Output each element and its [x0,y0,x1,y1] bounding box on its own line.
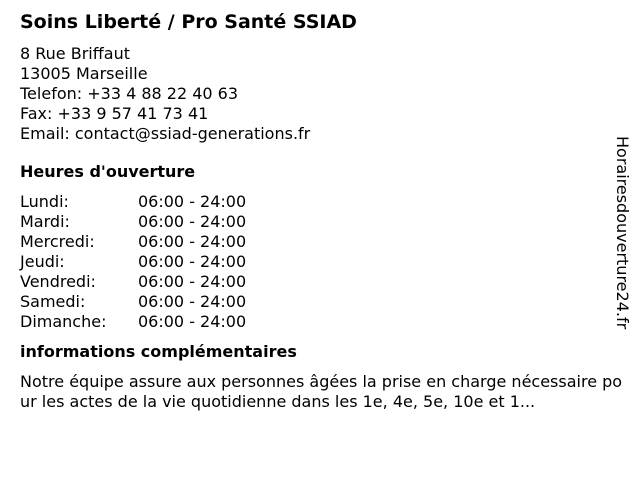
additional-info-text: Notre équipe assure aux personnes âgées la prise en charge nécessaire pour les actes de la vie quotidienne dans les 1e, 4e, 5e, 10e et 1... [20,372,623,411]
time-range: 06:00 - 24:00 [138,212,247,231]
hours-row-wednesday [20,232,620,252]
city-postal-code: 13005 Marseille [20,64,148,83]
business-name: Soins Liberté / Pro Santé SSIAD [20,11,357,33]
hours-row-thursday [20,252,620,272]
time-range: 06:00 - 24:00 [138,252,247,271]
opening-hours-table [20,192,620,332]
day-label: Mardi: [20,212,70,231]
opening-hours-heading: Heures d'ouverture [20,162,196,181]
day-label: Samedi: [20,292,86,311]
phone-number: Telefon: +33 4 88 22 40 63 [20,84,239,103]
fax-number: Fax: +33 9 57 41 73 41 [20,104,209,123]
hours-row-monday [20,192,620,212]
additional-info-heading: informations complémentaires [20,342,297,361]
time-range: 06:00 - 24:00 [138,192,247,211]
day-label: Mercredi: [20,232,95,251]
time-range: 06:00 - 24:00 [138,312,247,331]
address-block [20,44,620,144]
hours-row-tuesday [20,212,620,232]
time-range: 06:00 - 24:00 [138,292,247,311]
street-address: 8 Rue Briffaut [20,44,130,63]
day-label: Jeudi: [20,252,65,271]
day-label: Vendredi: [20,272,96,291]
hours-row-sunday [20,312,620,332]
hours-row-saturday [20,292,620,312]
hours-row-friday [20,272,620,292]
time-range: 06:00 - 24:00 [138,272,247,291]
day-label: Dimanche: [20,312,107,331]
day-label: Lundi: [20,192,69,211]
time-range: 06:00 - 24:00 [138,232,247,251]
email-address: Email: contact@ssiad-generations.fr [20,124,311,143]
site-watermark: Horairesdouverture24.fr [613,136,632,330]
